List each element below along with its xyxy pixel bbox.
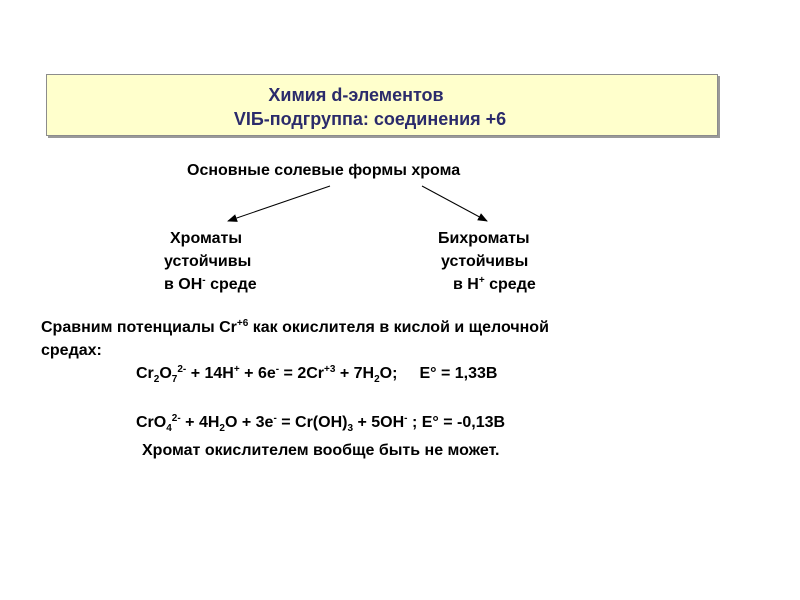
left-branch-stable: устойчивы (164, 253, 252, 270)
potential-acidic: E° = 1,33В (419, 365, 498, 382)
arrow-right (422, 186, 487, 221)
right-branch-name: Бихроматы (438, 230, 530, 247)
conclusion: Хромат окислителем вообще быть не может. (142, 442, 500, 459)
left-branch-env: в OH- среде (164, 275, 257, 293)
compare-line-1: Сравним потенциалы $Cr^{+6}$ как окислителя в кислой и щелочной (41, 318, 549, 336)
compare-line-2: средах: (41, 342, 102, 359)
right-branch-env: в H+ среде (453, 275, 536, 293)
title-line-1: Химия d-элементов (268, 85, 444, 105)
right-branch-stable: устойчивы (441, 253, 529, 270)
arrow-left (228, 186, 330, 221)
equation-alkaline: $CrO_4^{2-} + 4H_2O + 3e^- = Cr(OH)_3 + 5OH^-$ ; E° = -0,13В (136, 413, 506, 434)
subtitle: Основные солевые формы хрома (187, 162, 461, 179)
equation-acidic: $Cr_2O_7^{2-} + 14H^+ + 6e^- = 2Cr^{+3} + 7H_2O$; E° = 1,33В (136, 364, 498, 385)
left-branch-name: Хроматы (170, 230, 243, 247)
title-line-2: VIБ-подгруппа: соединения +6 (233, 109, 507, 129)
